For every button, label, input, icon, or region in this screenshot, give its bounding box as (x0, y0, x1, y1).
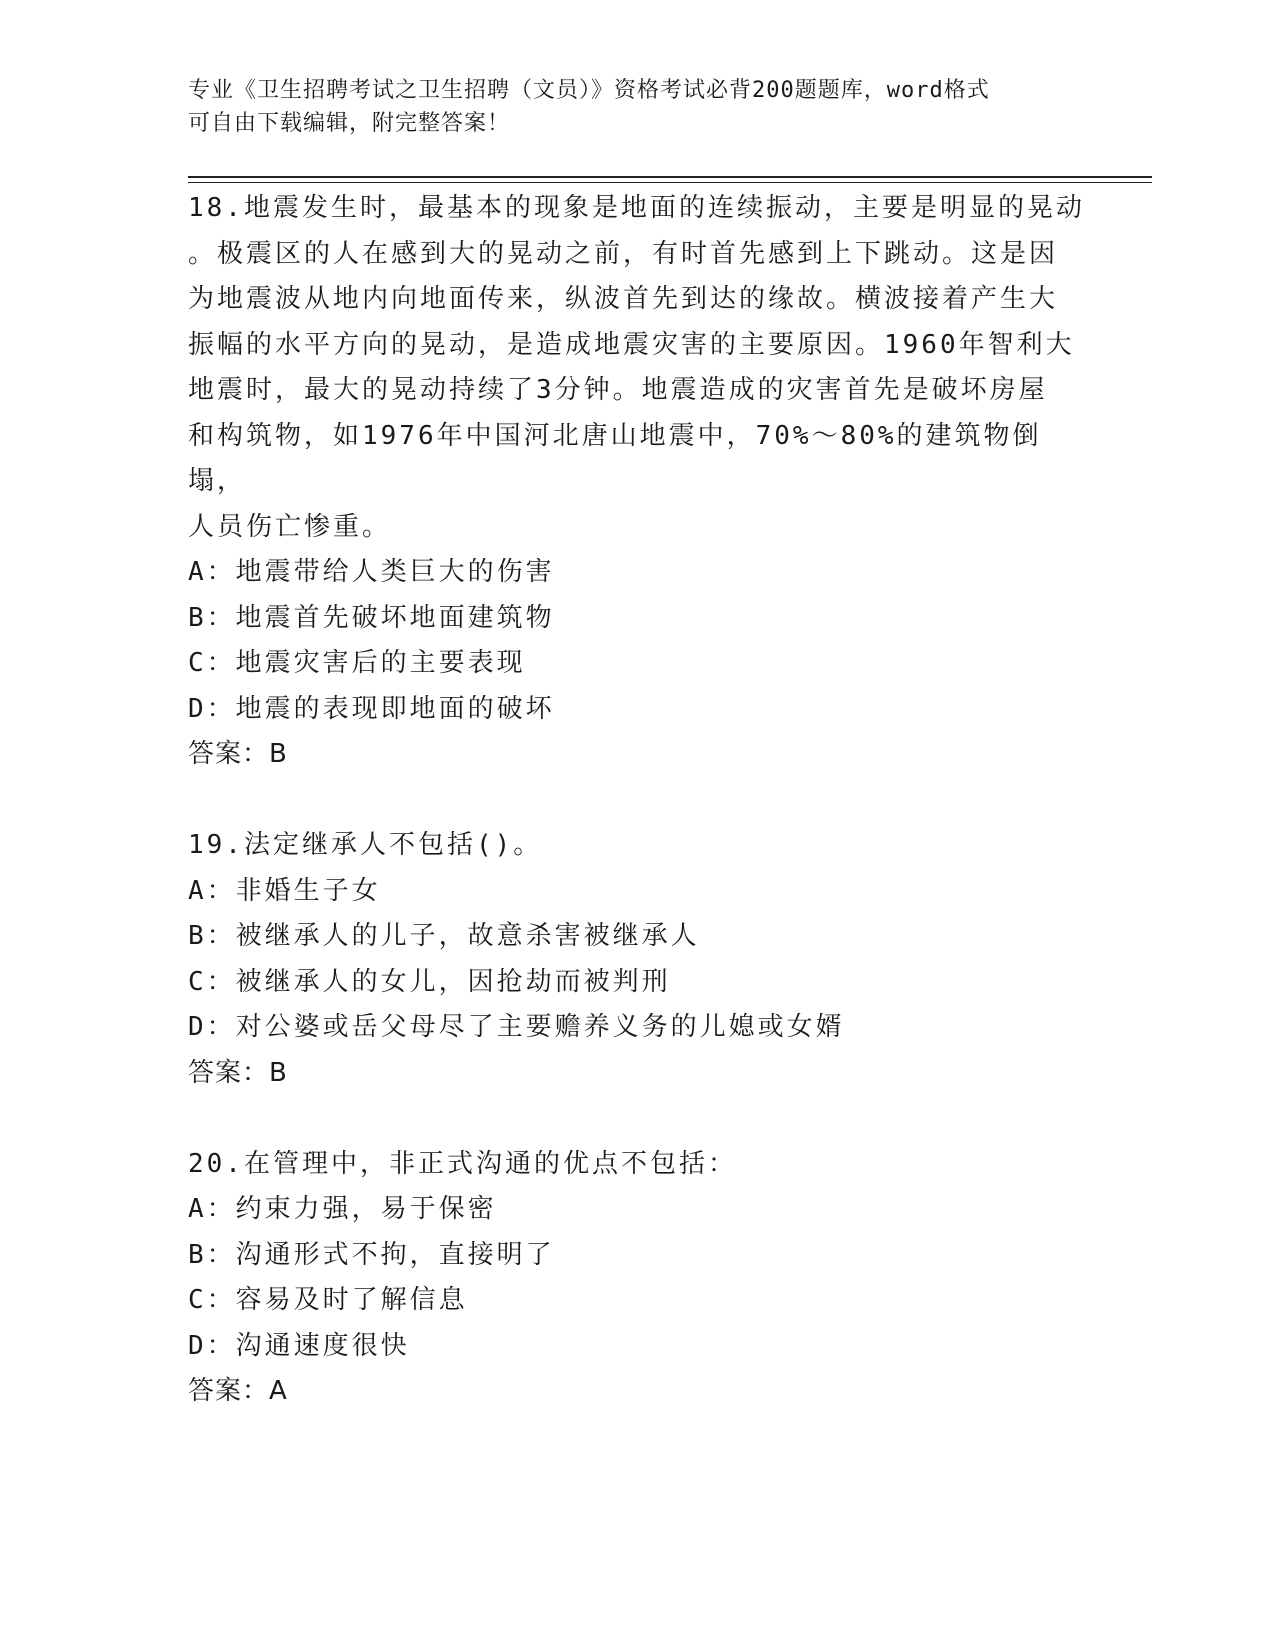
option-d: D：地震的表现即地面的破坏 (188, 693, 555, 724)
question-19 (188, 823, 1088, 1096)
option-b: B：被继承人的儿子，故意杀害被继承人 (188, 921, 700, 951)
question-20 (188, 1142, 1088, 1415)
header-line-2: 可自由下载编辑，附完整答案！ (188, 111, 511, 136)
document-header (188, 74, 1068, 140)
question-stem-line: 振幅的水平方向的晃动，是造成地震灾害的主要原因。1960年智利大 (188, 329, 1075, 360)
option-c: C：被继承人的女儿，因抢劫而被判刑 (188, 966, 671, 997)
answer-line: 答案：A (188, 1376, 288, 1406)
question-stem-line: 地震时，最大的晃动持续了3分钟。地震造成的灾害首先是破坏房屋 (188, 375, 1048, 405)
header-divider-thick (188, 176, 1152, 178)
question-18 (188, 186, 1088, 778)
question-stem-line: 和构筑物，如1976年中国河北唐山地震中，70%～80%的建筑物倒塌， (188, 420, 1042, 496)
option-b: B：沟通形式不拘，直接明了 (188, 1239, 555, 1270)
question-list (188, 186, 1088, 1415)
question-spacer (188, 778, 1088, 824)
question-stem-line: 18.地震发生时，最基本的现象是地面的连续振动，主要是明显的晃动 (188, 193, 1085, 223)
option-a: A：约束力强，易于保密 (188, 1194, 497, 1224)
option-d: D：沟通速度很快 (188, 1330, 410, 1361)
option-b: B：地震首先破坏地面建筑物 (188, 602, 555, 633)
question-stem-line: 。极震区的人在感到大的晃动之前，有时首先感到上下跳动。这是因 (188, 238, 1059, 269)
option-a: A：非婚生子女 (188, 875, 381, 906)
question-stem-line: 20.在管理中，非正式沟通的优点不包括： (188, 1148, 737, 1179)
question-stem-line: 人员伤亡惨重。 (188, 511, 392, 542)
header-line-1: 专业《卫生招聘考试之卫生招聘（文员）》资格考试必背200题题库，word格式 (188, 78, 990, 103)
question-spacer (188, 1096, 1088, 1142)
option-a: A：地震带给人类巨大的伤害 (188, 557, 555, 587)
option-c: C：容易及时了解信息 (188, 1285, 468, 1315)
header-divider-thin (188, 182, 1152, 183)
option-c: C：地震灾害后的主要表现 (188, 648, 526, 678)
option-d: D：对公婆或岳父母尽了主要赡养义务的儿媳或女婿 (188, 1012, 845, 1042)
question-stem-line: 为地震波从地内向地面传来，纵波首先到达的缘故。横波接着产生大 (188, 284, 1059, 314)
answer-line: 答案：B (188, 1057, 288, 1088)
question-stem-line: 19.法定继承人不包括()。 (188, 830, 543, 860)
answer-line: 答案：B (188, 739, 288, 769)
